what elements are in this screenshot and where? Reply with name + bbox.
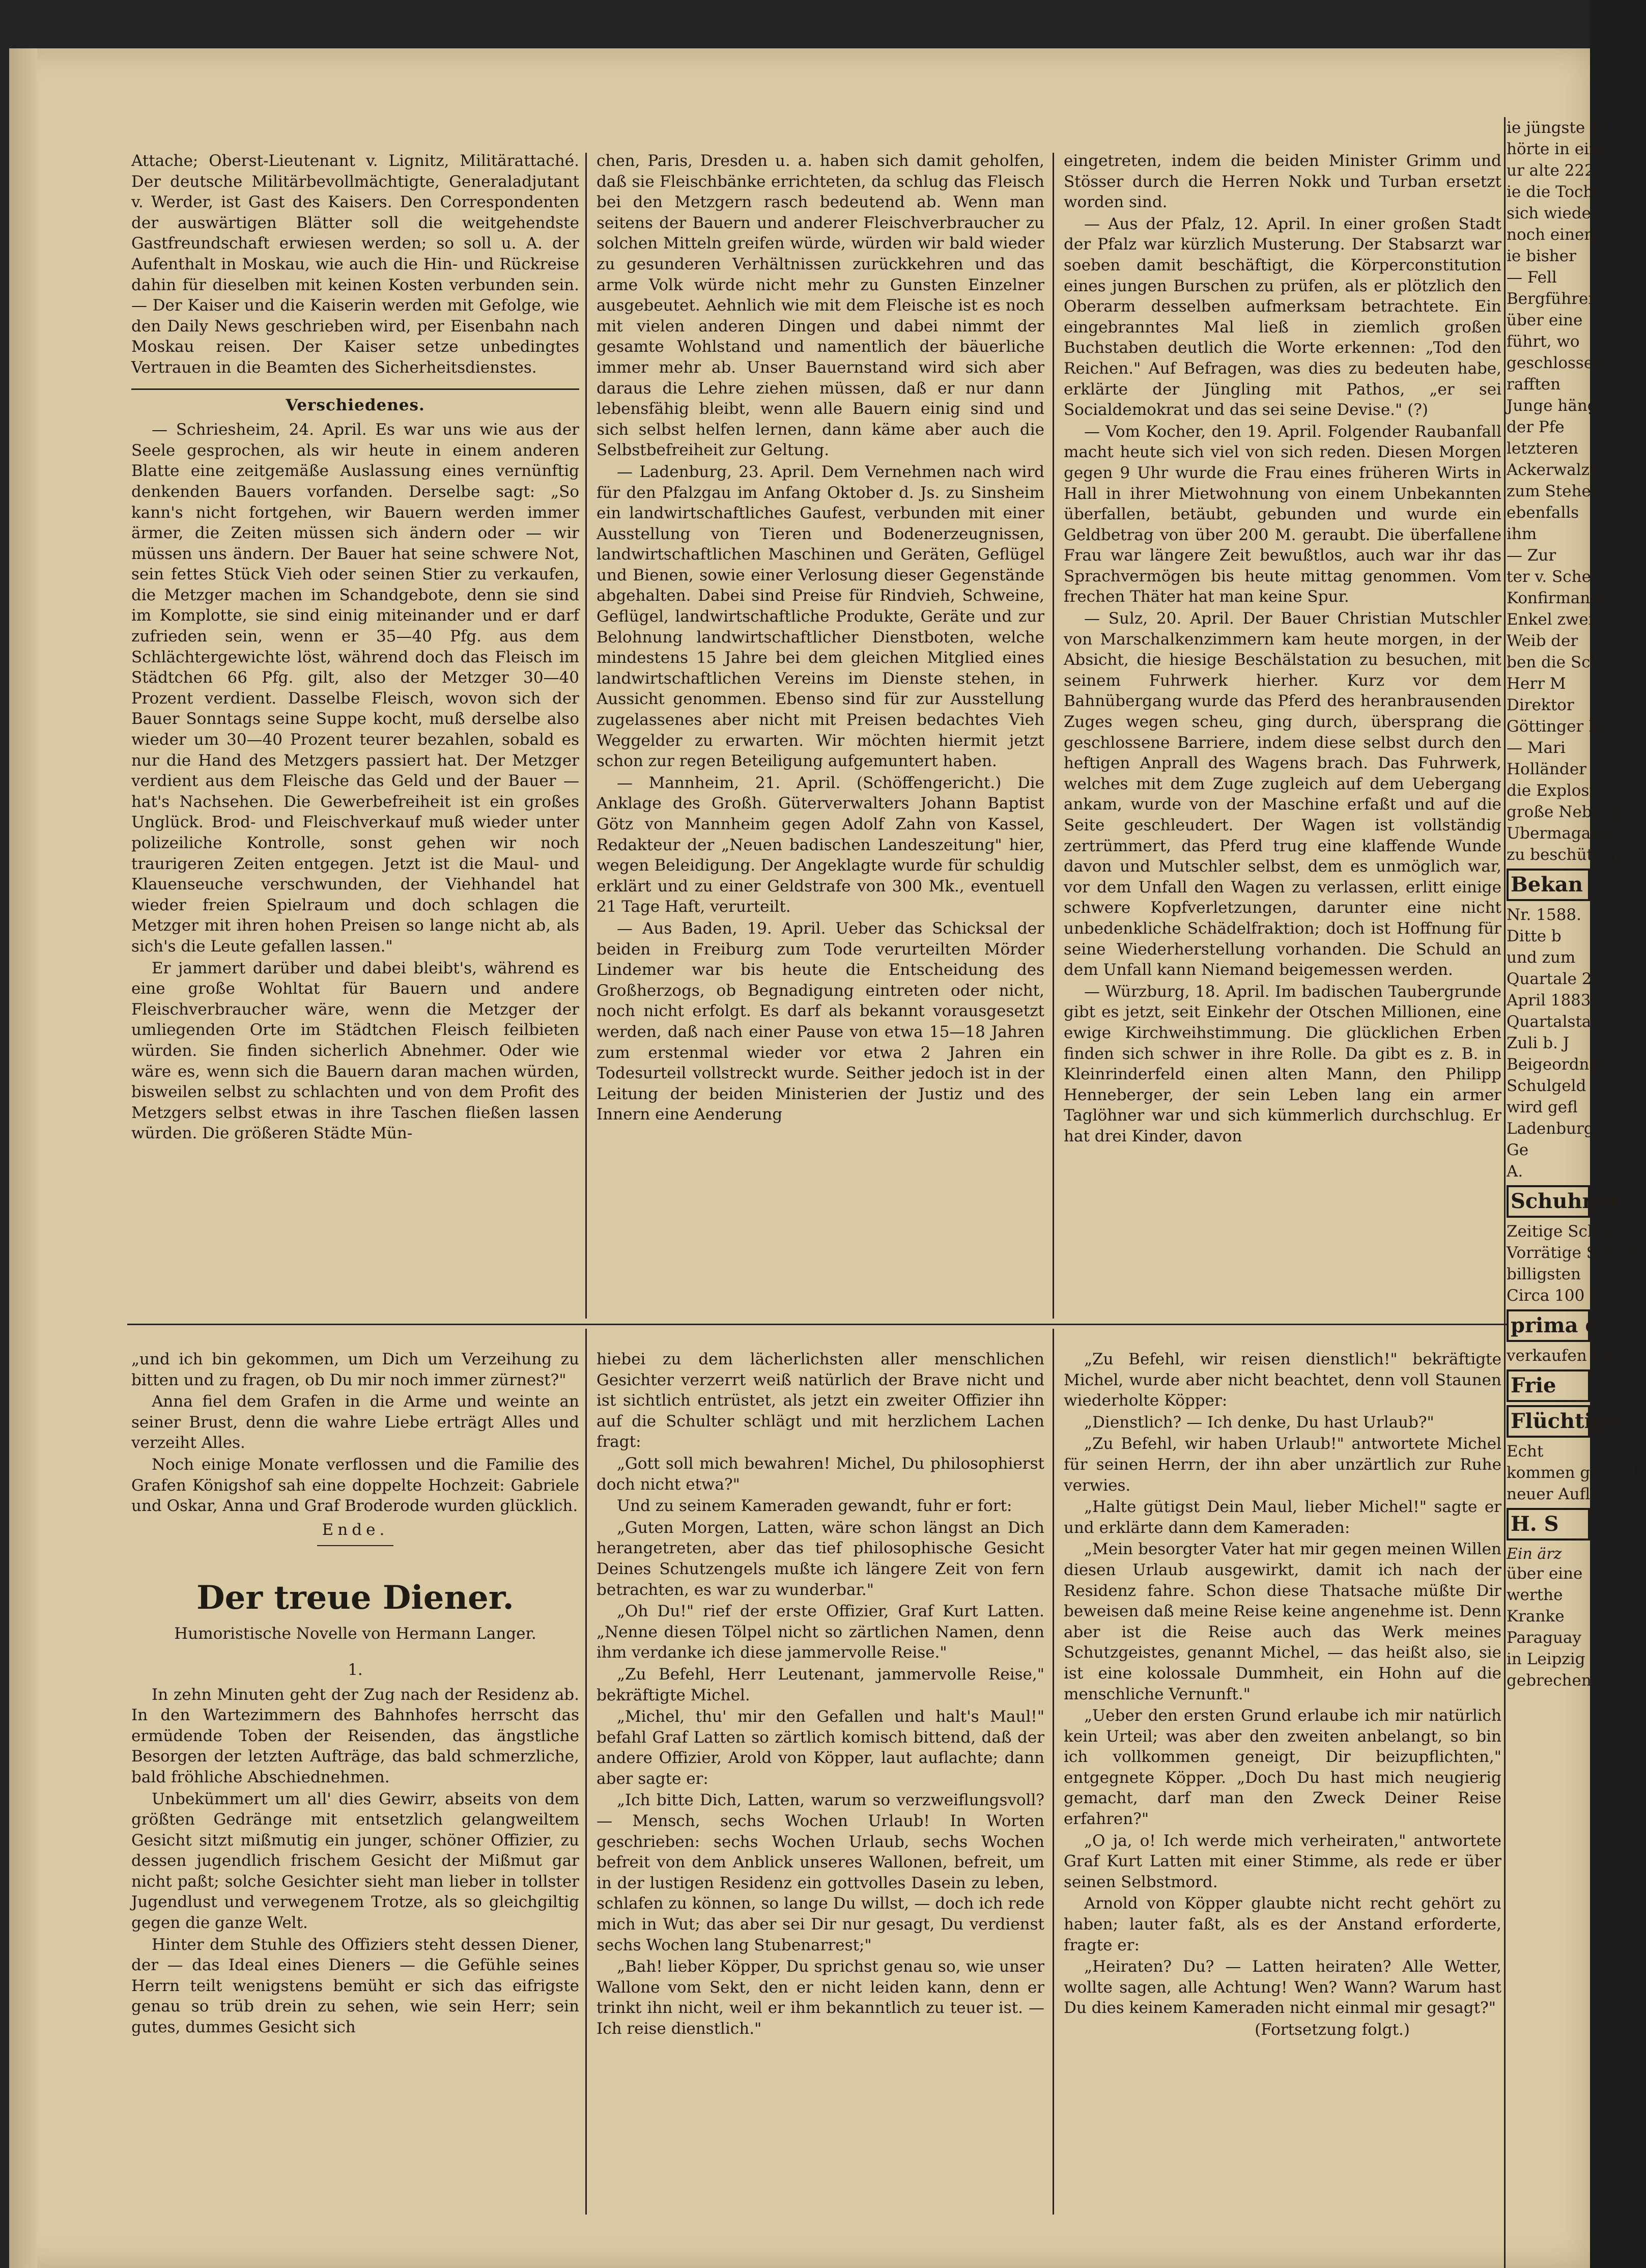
strip-line: zu beschützen: [1507, 846, 1621, 864]
paragraph: „Dienstlich? — Ich denke, Du hast Urlaub?": [1084, 1413, 1434, 1432]
strip-line: Weib der: [1507, 632, 1578, 650]
ad-heading: Bekan: [1507, 869, 1590, 901]
paragraph: Unbekümmert um all' dies Gewirr, abseits von dem größten Gedränge mit entsetzlich gelangweiltem Gesicht sitzt mißmutig ein junger, schöner Offizier, zu dessen jugendlich frischem Gesicht der Mißmut gar nicht paßt; solche Gesichter sieht man lieber in tollster Jugendlust und verwegenem Trotze, als so gleichgiltig gegen die ganze Welt.: [131, 1789, 579, 1933]
strip-line: Ubermagazins: [1507, 824, 1623, 843]
to-be-continued: (Fortsetzung folgt.): [1255, 2021, 1410, 2039]
strip-line: ter v. Sche: [1507, 568, 1591, 586]
strip-line: noch einem: [1507, 226, 1599, 244]
strip-line: ie bisher: [1507, 247, 1576, 265]
strip-line: Vorrätige Schuhe: [1507, 1244, 1646, 1262]
paragraph: „Zu Befehl, wir haben Urlaub!" antwortete Michel für seinen Herrn, der ihn aber unzärtlich zur Ruhe verwies.: [1064, 1435, 1501, 1495]
strip-line: Echt: [1507, 1442, 1544, 1461]
column-2-news: [597, 151, 1044, 1126]
strip-line: Junge hängen: [1507, 397, 1617, 415]
paragraph: — Würzburg, 18. April. Im badischen Taubergrunde gibt es jetzt, seit Einkehr der Otschen Millionen, eine ewige Kirchweihstimmung. Die glücklichen Erben finden sich schwer in ihre Rolle. Da gibt es z. B. in Kleinrinderfeld einen alten Mann, den Philipp Henneberger, der sein Leben lang ein armer Taglöhner war und sich kümmerlich durchschlug. Er hat drei Kinder, davon: [1064, 982, 1501, 1145]
strip-line: geschlossen: [1507, 354, 1604, 372]
paragraph: „Gott soll mich bewahren! Michel, Du philosophierst doch nicht etwa?": [597, 1454, 1044, 1494]
strip-line: ur alte 222,0: [1507, 161, 1610, 180]
column-1-news: [131, 151, 579, 1145]
strip-line: und zum: [1507, 948, 1576, 967]
column-rule: [585, 153, 587, 1319]
novel-subtitle: Humoristische Novelle von Hermann Langer.: [174, 1625, 536, 1643]
paragraph: „Mein besorgter Vater hat mir gegen meinen Willen diesen Urlaub ausgewirkt, damit ich nach der Residenz fahre. Schon diese Thatsache müßte Dir beweisen daß meine Reise keine angenehme ist. Denn aber ist die Reise auch das Werk meines Schutzgeistes, genannt Michel, — das heißt also, sie ist eine kolossale Dummheit, ein Hohn auf die menschliche Vernunft.": [1064, 1540, 1501, 1703]
ad-heading: prima c: [1507, 1309, 1590, 1342]
paragraph: „Oh Du!" rief der erste Offizier, Graf Kurt Latten. „Nenne diesen Tölpel nicht so zärtlichen Namen, denn ihm verdanke ich diese jammervolle Reise.": [597, 1602, 1044, 1662]
strip-line: Zeitige Schuhe: [1507, 1222, 1628, 1241]
strip-line: Ditte b: [1507, 927, 1562, 945]
paragraph: — Schriesheim, 24. April. Es war uns wie aus der Seele gesprochen, als wir heute in einem anderen Blatte eine zeitgemäße Auslassung eines vernünftig denkenden Bauers vorfanden. Derselbe sagt: „So kann's nicht fortgehen, wir Bauern werden immer ärmer, die Zeiten müssen sich ändern oder — wir müssen uns ändern. Der Bauer hat seine schwere Not, sein fettes Stück Vieh oder seinen Stier zu verkaufen, die Metzger machen im Schandgebote, denn sie sind im Komplotte, sie sind einig miteinander und er darf zufrieden sein, wenn er 35—40 Pfg. aus dem Schlächtergewichte löst, während doch das Fleisch im Städtchen 66 Pfg. gilt, also der Metzger 30—40 Prozent verdient. Dasselbe Fleisch, wovon sich der Bauer Sonntags seine Suppe kocht, muß derselbe also wieder um 30—40 Prozent teurer bezahlen, sobald es nur die Hand des Metzgers passiert hat. Der Metzger verdient aus dem Fleische das Geld und der Bauer — hat's Nachsehen. Die Gewerbefreiheit ist ein großes Unglück. Brod- und Fleischverkauf muß wieder unter polizeiliche Kontrolle, sonst gehen wir noch traurigeren Zeiten entgegen. Jetzt ist die Maul- und Klauenseuche verschwunden, der Viehhandel hat wieder freien Spielraum und doch schlagen die Metzger mit ihren hohen Preisen so lange nicht ab, als sich's die Leute gefallen lassen.": [131, 421, 579, 956]
paragraph: Attache; Oberst-Lieutenant v. Lignitz, Militärattaché. Der deutsche Militärbevollmächtigte, Generaladjutant v. Werder, ist Gast des Kaisers. Den Correspondenten der auswärtigen Blätter soll die weitgehendste Gastfreundschaft erwiesen werden; so soll u. A. der Aufenthalt in Moskau, wie auch die Hin- und Rückreise dahin für dieselben mit keinen Kosten verbunden sein. — Der Kaiser und die Kaiserin werden mit Gefolge, wie den Daily News geschrieben wird, per Eisenbahn nach Moskau reisen. Der Kaiser setze unbedingtes Vertrauen in die Beamten des Sicherheitsdienstes.: [131, 152, 579, 377]
strip-line: Bergführer: [1507, 290, 1596, 308]
strip-line: ebenfalls: [1507, 503, 1579, 522]
paragraph: „Guten Morgen, Latten, wäre schon längst an Dich herangetreten, aber das tief philosophische Gesicht Deines Schutzengels mußte ich längere Zeit von fern betrachten, es war zu wunderbar.": [597, 1518, 1044, 1599]
strip-line: verkaufen bei: [1507, 1347, 1616, 1365]
paragraph: „Heiraten? Du? — Latten heiraten? Alle Wetter, wollte sagen, alle Achtung! Wen? Wann? Warum hast Du dies keinem Kameraden nicht einmal mir gesagt?": [1064, 1957, 1501, 2018]
paragraph: „Bah! lieber Köpper, Du sprichst genau so, wie unser Wallone vom Sekt, den er nicht leiden kann, denn er trinkt ihn nicht, weil er ihm bekanntlich zu teuer ist. — Ich reise dienstlich.": [597, 1957, 1044, 2038]
paragraph: Noch einige Monate verflossen und die Familie des Grafen Königshof sah eine doppelte Hochzeit: Gabriele und Oskar, Anna und Graf Broderode wurden glücklich.: [131, 1455, 579, 1516]
ad-heading: H. S: [1507, 1508, 1590, 1541]
paragraph: „O ja, o! Ich werde mich verheiraten," antwortete Graf Kurt Latten mit einer Stimme, als rede er über seinen Selbstmord.: [1064, 1831, 1501, 1891]
novel-column-3: [1064, 1349, 1501, 2041]
paragraph: — Vom Kocher, den 19. April. Folgender Raubanfall macht heute sich viel von sich reden. Diesen Morgen gegen 9 Uhr wurde die Frau eines früheren Wirts in Hall in ihrer Mietwohnung von einem Unbekannten überfallen, betäubt, gebunden und wurde ein Geldbetrag von über 200 M. geraubt. Die überfallene Frau war längere Zeit bewußtlos, auch war ihr das Sprachvermögen bis heute mittag genommen. Vom frechen Thäter hat man keine Spur.: [1064, 422, 1501, 606]
strip-line: ie die Tochte: [1507, 183, 1609, 201]
strip-line: über eine: [1507, 311, 1583, 329]
paragraph: Hinter dem Stuhle des Offiziers steht dessen Diener, der — das Ideal eines Dieners — die Gefühle seines Herrn teilt wenigstens bemüht er sich das eifrigste genau so trüb drein zu sehen, wie sein Herr; sein gutes, dummes Gesicht sich: [131, 1935, 579, 2037]
feuilleton-divider: [127, 1324, 1507, 1325]
paragraph: eingetreten, indem die beiden Minister Grimm und Stösser durch die Herren Nokk und Turban ersetzt worden sind.: [1064, 152, 1501, 212]
ad-heading: Schuhmo: [1507, 1185, 1590, 1218]
paragraph: „Zu Befehl, Herr Leutenant, jammervolle Reise," bekräftigte Michel.: [597, 1665, 1044, 1704]
strip-line: ben die Sch: [1507, 653, 1601, 671]
paragraph: hiebei zu dem lächerlichsten aller menschlichen Gesichter verzerrt weiß natürlich der Brave nicht und ist sichtlich entrüstet, als jetzt ein zweiter Offizier ihn auf die Schulter schlägt und mit herzlichem Lachen fragt:: [597, 1350, 1044, 1451]
ad-heading: Frie: [1507, 1369, 1590, 1402]
strip-line: Quartale 2: [1507, 970, 1592, 988]
strip-line: Nr. 1588.: [1507, 906, 1581, 924]
strip-line: über eine: [1507, 1564, 1583, 1583]
paragraph: Und zu seinem Kameraden gewandt, fuhr er fort:: [617, 1497, 1012, 1516]
column-rule: [1053, 1329, 1054, 2215]
strip-line: kommen gegen h: [1507, 1464, 1644, 1482]
novel-title: Der treue Diener.: [196, 1579, 514, 1617]
novel-column-2: [597, 1349, 1044, 2040]
strip-line: Beigeordneter: [1507, 1055, 1622, 1074]
paragraph: — Ladenburg, 23. April. Dem Vernehmen nach wird für den Pfalzgau im Anfang Oktober d. Js. zu Sinsheim ein landwirtschaftliches Gaufest, verbunden mit einer Ausstellung von Tieren und Bodenerzeugnissen, landwirtschaftlichen Maschinen und Geräten, Geflügel und Bienen, sowie einer Verlosung dieser Gegenstände abgehalten. Dabei sind Preise für Rindvieh, Schweine, Geflügel, landwirtschaftliche Produkte, Geräte und zur Belohnung landwirtschaftlicher Dienstboten, welche mindestens 15 Jahre bei dem gleichen Mitglied eines landwirtschaftlichen Vereins im Dienste stehen, in Aussicht genommen. Ebenso sind für zur Ausstellung zugelassenes aber nicht mit Preisen bedachtes Vieh Weggelder zu erwarten. Wir möchten hiermit jetzt schon zur regen Beteiligung aufgemuntert haben.: [597, 462, 1044, 771]
column-rule: [1053, 153, 1054, 1319]
story-end-mark: Ende.: [322, 1520, 389, 1539]
strip-line: Ge: [1507, 1141, 1529, 1159]
paragraph: — Sulz, 20. April. Der Bauer Christian Mutschler von Marschalkenzimmern kam heute morgen, in der Absicht, die hiesige Beschälstation zu besuchen, mit seinem Fuhrwerk hierher. Kurz vor dem Bahnübergang wurde das Pferd des heranbrausenden Zuges wegen scheu, ging durch, übersprang die geschlossene Barriere, indem diese selbst durch den heftigen Anprall des Wagens brach. Das Fuhrwerk, welches mit dem Zuge zugleich auf dem Uebergang ankam, wurde von der Maschine erfaßt und auf die Seite geschleudert. Der Wagen ist vollständig zertrümmert, das Pferd trug eine klaffende Wunde davon und Mutschler selbst, dem es unmöglich war, vor dem Unfall den Wagen zu verlassen, erlitt einige schwere Kopfverletzungen, darunter eine nicht unbedenkliche Schädelfraktion; doch ist Hoffnung für seine Wiederherstellung vorhanden. Die Schuld an dem Unfall kann Niemand beigemessen werden.: [1064, 609, 1501, 979]
strip-line: — Zur: [1507, 546, 1556, 565]
strip-line: Holländer: [1507, 760, 1586, 778]
paragraph: „Ich bitte Dich, Latten, warum so verzweiflungsvoll? — Mensch, sechs Wochen Urlaub! In Worten geschrieben: sechs Wochen Urlaub, sechs Wochen befreit von dem Anblick unseres Wallonen, befreit, um in der lustigen Residenz ein gottvolles Dasein zu leben, schlafen zu können, so lange Du willst, — doch ich rede mich in Wut; das aber sei Dir nur gesagt, Du verdienst sechs Wochen lang Stubenarrest;": [597, 1791, 1044, 1954]
strip-line: sich wieder: [1507, 204, 1599, 222]
strip-line: Herr M: [1507, 675, 1566, 693]
strip-line: Göttinger Fl: [1507, 717, 1605, 736]
strip-line: gebrechen: [1507, 1671, 1592, 1690]
strip-line: die Explosi: [1507, 781, 1595, 800]
strip-line: wird gefl: [1507, 1098, 1578, 1116]
strip-line: ihm: [1507, 525, 1537, 543]
column-rule: [1504, 117, 1506, 2268]
strip-line: ie jüngste 11: [1507, 119, 1610, 137]
strip-line: Zuli b. J: [1507, 1034, 1570, 1052]
ad-heading: Flüchtige: [1507, 1405, 1590, 1438]
paragraph: — Aus Baden, 19. April. Ueber das Schicksal der beiden in Freiburg zum Tode verurteilten Mörder Lindemer war bis heute die Entscheidung des Großherzogs, ob Begnadigung eintreten oder nicht, noch nicht erfolgt. Es darf als bekannt vorausgesetzt werden, daß nach einer Pause von etwa 15—18 Jahren zum erstenmal wieder vor etwa 2 Jahren ein Todesurteil vollstreckt wurde. Seither jedoch ist in der Leitung der beiden Ministerien der Justiz und des Innern eine Aenderung: [597, 919, 1044, 1124]
ornate-ad-heading: Ein ärz: [1507, 1545, 1562, 1563]
strip-line: Konfirmande u: [1507, 589, 1625, 607]
paragraph: Er jammert darüber und dabei bleibt's, während es eine große Wohltat für Bauern und andere Fleischverbraucher wäre, wenn die Metzger der umliegenden Orte im Städtchen Fleisch feilbieten würden. Sie finden sicherlich Abnehmer. Oder wie wäre es, wenn sich die Bauern daran machen würden, bisweilen selbst zu schlachten und von dem Profit des Metzgers selbst etwas in ihre Taschen fließen lassen würden. Die größeren Städte Mün-: [131, 959, 579, 1143]
paragraph: „Ueber den ersten Grund erlaube ich mir natürlich kein Urteil; was aber den zweiten anbelangt, so bin ich vollkommen geneigt, Dir beizupflichten," entgegnete Köpper. „Doch Du hast mich neugierig gemacht, darf man den Zweck Deiner Reise erfahren?": [1064, 1706, 1501, 1829]
strip-line: Direktor: [1507, 696, 1574, 714]
paragraph: „Halte gütigst Dein Maul, lieber Michel!" sagte er und erklärte dann dem Kameraden:: [1064, 1498, 1501, 1537]
binding-edge: [9, 48, 37, 2268]
column-rule: [585, 1329, 587, 2215]
strip-line: — Mari: [1507, 739, 1566, 757]
strip-line: in Leipzig: [1507, 1650, 1585, 1668]
strip-line: werthe: [1507, 1586, 1563, 1604]
strip-line: Circa 100 S: [1507, 1286, 1601, 1305]
strip-line: April 1883: [1507, 991, 1591, 1010]
strip-line: Kranke: [1507, 1607, 1565, 1626]
adjacent-page-strip: [1507, 117, 1646, 2268]
novel-column-1: [131, 1349, 579, 2039]
strip-line: A.: [1507, 1162, 1523, 1181]
strip-line: letzteren: [1507, 439, 1578, 458]
strip-line: Ladenburg,: [1507, 1119, 1599, 1138]
strip-line: Schulgeld: [1507, 1077, 1586, 1095]
column-3-news: [1064, 151, 1501, 1148]
strip-line: rafften: [1507, 375, 1561, 394]
paragraph: Anna fiel dem Grafen in die Arme und weinte an seiner Brust, denn die wahre Liebe erträgt Alles und verzeiht Alles.: [131, 1392, 579, 1452]
strip-line: Paraguay: [1507, 1629, 1582, 1647]
paragraph: — Mannheim, 21. April. (Schöffengericht.) Die Anklage des Großh. Güterverwalters Johann Baptist Götz von Mannheim gegen Adolf Zahn von Kassel, Redakteur der „Neuen badischen Landeszeitung" hier, wegen Beleidigung. Der Angeklagte wurde für schuldig erklärt und zu einer Geldstrafe von 300 Mk., eventuell 21 Tage Haft, verurteilt.: [597, 773, 1044, 916]
paragraph: „Michel, thu' mir den Gefallen und halt's Maul!" befahl Graf Latten so zärtlich komisch bittend, daß der andere Offizier, Arold von Köpper, laut auflachte; dann aber sagte er:: [597, 1707, 1044, 1788]
paragraph: Arnold von Köpper glaubte nicht recht gehört zu haben; lauter faßt, als es der Anstand erforderte, fragte er:: [1064, 1894, 1501, 1954]
strip-line: neuer Aufl: [1507, 1485, 1591, 1503]
strip-line: — Fell: [1507, 268, 1557, 287]
strip-line: billigsten: [1507, 1265, 1581, 1283]
paragraph: „Zu Befehl, wir reisen dienstlich!" bekräftigte Michel, wurde aber nicht beachtet, denn voll Staunen wiederholte Köpper:: [1064, 1350, 1501, 1410]
paragraph: — Aus der Pfalz, 12. April. In einer großen Stadt der Pfalz war kürzlich Musterung. Der Stabsarzt war soeben damit beschäftigt, die Körperconstitution eines jungen Burschen zu prüfen, als er plötzlich den Oberarm desselben aufmerksam betrachtete. Ein eingebranntes Mal ließ in ziemlich großen Buchstaben deutlich die Worte erkennen: „Tod den Reichen." Auf Befragen, was dies zu bedeuten habe, erklärte der Jüngling mit Pathos, „er sei Socialdemokrat und das sei seine Devise." (?): [1064, 214, 1501, 419]
strip-line: führt, wo: [1507, 332, 1580, 351]
paragraph: In zehn Minuten geht der Zug nach der Residenz ab. In den Wartezimmern des Bahnhofes herrscht das ermüdende Toben der Reisenden, das ängstliche Besorgen der letzten Aufträge, das bald schmerzliche, bald fröhliche Abschiednehmen.: [131, 1685, 579, 1786]
strip-line: Enkel zwei: [1507, 610, 1594, 629]
section-heading-verschiedenes: Verschiedenes.: [286, 396, 425, 414]
strip-line: große Nebeng: [1507, 803, 1622, 821]
paragraph: „und ich bin gekommen, um Dich um Verzeihung zu bitten und zu fragen, ob Du mir noch immer zürnest?": [131, 1350, 579, 1389]
strip-line: Quartalsta: [1507, 1013, 1592, 1031]
strip-line: hörte in eine: [1507, 140, 1609, 158]
chapter-number: 1.: [348, 1660, 363, 1679]
strip-line: zum Stehen: [1507, 482, 1601, 500]
strip-line: der Pfe: [1507, 418, 1565, 436]
paragraph: chen, Paris, Dresden u. a. haben sich damit geholfen, daß sie Fleischbänke errichteten, da schlug das Fleisch bei den Metzgern rasch bedeutend ab. Wenn man seitens der Bauern und anderer Fleischverbraucher zu solchen Mitteln greifen würde, würden wir bald wieder zu gesunderen Verhältnissen zurückkehren und das arme Volk würde nicht mehr zu Gunsten Einzelner ausgebeutet. Aehnlich wie mit dem Fleische ist es noch mit vielen anderen Dingen und dabei nimmt der gesamte Wohlstand und namentlich der bäuerliche immer mehr ab. Unser Bauernstand wird sich aber daraus die Lehre ziehen müssen, daß er nur dann lebensfähig bleibt, wenn alle Bauern einig sind und sich selbst helfen lernen, dann käme aber auch die Selbstbefreiheit zur Geltung.: [597, 152, 1044, 460]
strip-line: Ackerwalze: [1507, 461, 1599, 479]
